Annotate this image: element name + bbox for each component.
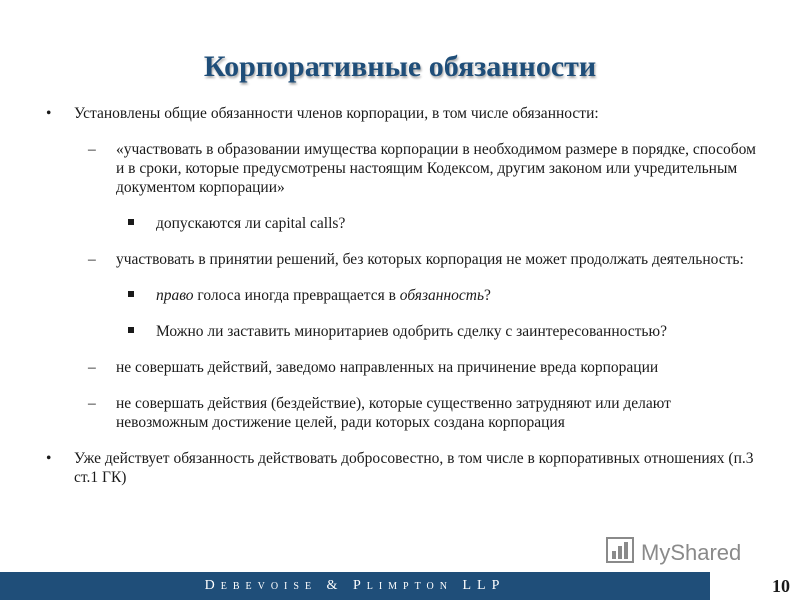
- bullet-text: Уже действует обязанность действовать добросовестно, в том числе в корпоративных отношениях (п.3 ст.1 ГК): [74, 450, 754, 486]
- italic-right: право: [156, 287, 194, 304]
- bullet-item: [46, 104, 756, 123]
- dash-text: «участвовать в образовании имущества корпорации в необходимом размере в порядке, способом и в сроки, которые предусмотрены настоящим Кодексом, другим законом или учредительным документом корпорации»: [116, 141, 756, 196]
- dash-mark: –: [88, 251, 96, 268]
- square-text: Можно ли заставить миноритариев одобрить сделку с заинтересованностью?: [156, 323, 667, 340]
- bar-chart-icon: [605, 536, 635, 570]
- page-number: 10: [710, 572, 800, 600]
- bullet-text: Установлены общие обязанности членов корпорации, в том числе обязанности:: [74, 105, 599, 122]
- firm-name: Debevoise & Plimpton LLP: [204, 578, 506, 593]
- dash-text: участвовать в принятии решений, без которых корпорация не может продолжать деятельность:: [116, 251, 744, 268]
- bullet-mark: •: [46, 105, 52, 122]
- dash-item: [46, 394, 756, 432]
- watermark-logo: [605, 538, 765, 568]
- square-item: [46, 214, 756, 233]
- square-bullet-icon: [128, 291, 134, 297]
- square-text: [156, 287, 491, 304]
- dash-mark: –: [88, 359, 96, 376]
- italic-duty: обязанность: [399, 287, 485, 304]
- text-end: ?: [484, 287, 491, 304]
- dash-item: [46, 358, 756, 377]
- square-bullet-icon: [128, 219, 134, 225]
- dash-item: [46, 250, 756, 269]
- slide-title: Корпоративные обязанности: [203, 50, 597, 83]
- square-item: [46, 286, 756, 305]
- dash-mark: –: [88, 395, 96, 412]
- dash-mark: –: [88, 141, 96, 158]
- dash-text: не совершать действия (бездействие), которые существенно затрудняют или делают невозможным достижение целей, ради которых создана корпорация: [116, 395, 671, 431]
- square-text: допускаются ли capital calls?: [156, 215, 346, 232]
- dash-text: не совершать действий, заведомо направленных на причинение вреда корпорации: [116, 359, 659, 376]
- footer-bar: [0, 572, 800, 600]
- square-item: [46, 322, 756, 341]
- slide-content: [46, 104, 756, 504]
- bullet-mark: •: [46, 450, 52, 467]
- square-bullet-icon: [128, 327, 134, 333]
- dash-item: [46, 140, 756, 197]
- watermark-text: MyShared: [641, 540, 742, 565]
- bullet-item: [46, 449, 756, 487]
- text-mid: голоса иногда превращается в: [193, 287, 400, 304]
